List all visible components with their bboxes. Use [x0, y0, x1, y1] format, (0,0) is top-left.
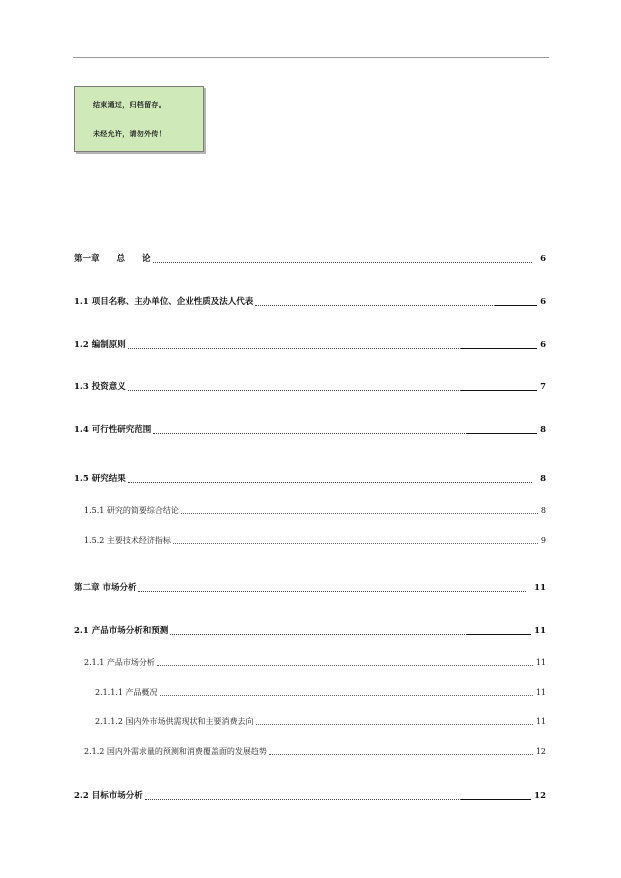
dot-leader [255, 305, 495, 306]
dot-leader [173, 543, 538, 544]
toc-entry-page: 8 [540, 425, 546, 435]
toc-entry-label: 2.2 目标市场分析 [74, 791, 143, 801]
toc-entry-label: 2.1.1.2 国内外市场供需现状和主要消费去向 [95, 717, 254, 726]
toc-entry-page: 11 [535, 717, 546, 726]
toc-entry-label: 2.1 产品市场分析和预测 [74, 626, 169, 636]
dot-leader [128, 348, 461, 349]
toc-entry-label: 1.3 投资意义 [74, 382, 126, 392]
toc-entry-2-2[interactable] [74, 791, 546, 802]
solid-leader [461, 390, 537, 391]
solid-leader [461, 799, 531, 800]
solid-leader [467, 433, 537, 434]
stamp-line-2: 未经允许，请勿外传！ [93, 129, 166, 138]
toc-entry-label: 1.5.2 主要技术经济指标 [84, 536, 171, 545]
dot-leader [160, 695, 533, 696]
toc-entry-page: 6 [540, 297, 546, 307]
solid-leader [495, 305, 537, 306]
toc-entry-label: 2.1.2 国内外需求量的预测和消费覆盖面的发展趋势 [84, 747, 267, 756]
dot-leader [153, 433, 467, 434]
toc-entry-page: 8 [540, 474, 546, 484]
header-rule [73, 57, 549, 58]
toc-entry-2-1-2[interactable] [84, 746, 546, 757]
toc-entry-1-3[interactable] [74, 382, 546, 393]
toc-entry-chapter-2[interactable] [74, 583, 546, 594]
toc-entry-page: 6 [540, 340, 546, 350]
toc-entry-page: 11 [535, 688, 546, 697]
toc-entry-1-5-1[interactable] [84, 505, 546, 516]
toc-entry-label: 2.1.1.1 产品概况 [95, 688, 158, 697]
toc-entry-label: 1.4 可行性研究范围 [74, 425, 152, 435]
toc-entry-chapter-1[interactable] [74, 254, 546, 265]
toc-entry-1-5-2[interactable] [84, 535, 546, 546]
solid-leader [461, 348, 537, 349]
dot-leader [269, 754, 533, 755]
dot-leader [181, 513, 538, 514]
toc-entry-1-4[interactable] [74, 425, 546, 436]
toc-entry-1-5[interactable] [74, 474, 546, 485]
dot-leader [157, 665, 533, 666]
toc-entry-2-1[interactable] [74, 626, 546, 637]
toc-entry-page: 11 [535, 658, 546, 667]
dot-leader [170, 634, 467, 635]
toc-entry-page: 11 [534, 583, 546, 593]
dot-leader [128, 390, 461, 391]
dot-leader [128, 482, 532, 483]
toc-entry-1-1[interactable] [74, 297, 546, 308]
toc-entry-2-1-1-1[interactable] [95, 687, 546, 698]
toc-entry-label: 第一章 总 论 [74, 254, 151, 264]
dot-leader [153, 262, 533, 263]
toc-entry-label: 1.5.1 研究的简要综合结论 [84, 506, 179, 515]
toc-entry-page: 6 [540, 254, 546, 264]
toc-entry-page: 9 [540, 536, 546, 545]
dot-leader [256, 724, 533, 725]
toc-entry-2-1-1[interactable] [84, 657, 546, 668]
toc-entry-page: 7 [540, 382, 546, 392]
toc-entry-1-2[interactable] [74, 340, 546, 351]
toc-entry-page: 11 [534, 626, 546, 636]
toc-entry-label: 1.2 编制原则 [74, 340, 126, 350]
toc-entry-label: 1.1 项目名称、主办单位、企业性质及法人代表 [74, 297, 254, 307]
toc-entry-page: 12 [534, 791, 546, 801]
approval-stamp [74, 86, 204, 152]
toc-entry-2-1-1-2[interactable] [95, 716, 546, 727]
dot-leader [138, 591, 526, 592]
toc-entry-page: 12 [535, 747, 546, 756]
toc-entry-label: 2.1.1 产品市场分析 [84, 658, 155, 667]
toc-entry-label: 第二章 市场分析 [74, 583, 137, 593]
toc-entry-label: 1.5 研究结果 [74, 474, 126, 484]
dot-leader [145, 799, 461, 800]
solid-leader [467, 634, 531, 635]
stamp-line-1: 结束通过，归档留存。 [93, 100, 166, 109]
toc-entry-page: 8 [540, 506, 546, 515]
